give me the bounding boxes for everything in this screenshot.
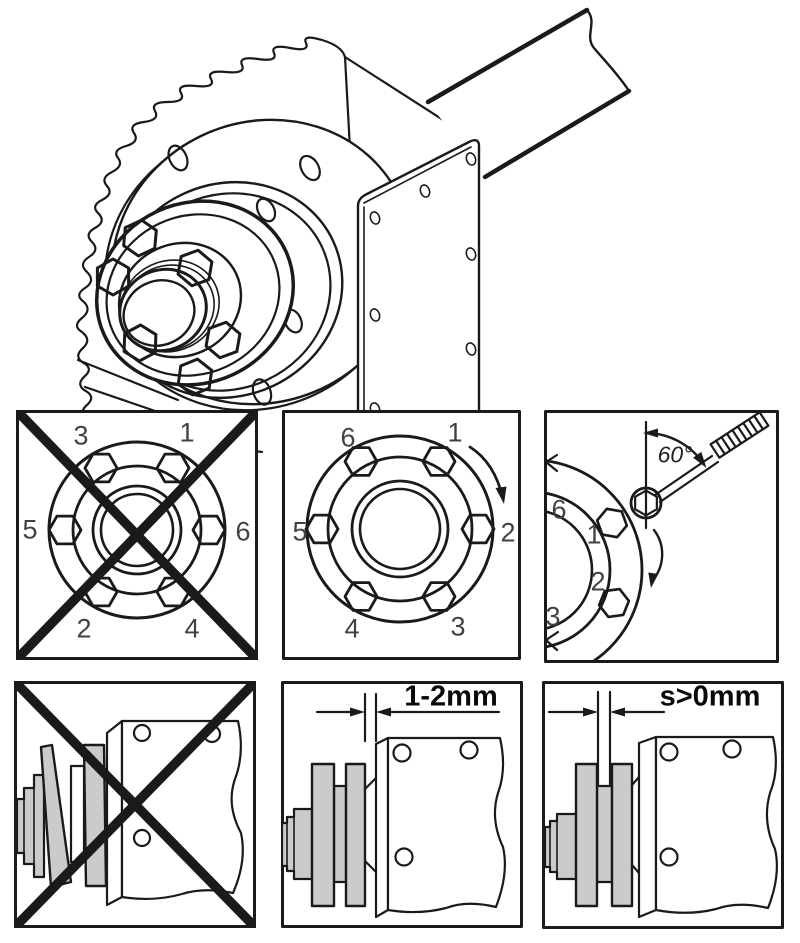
shaft-steps	[17, 775, 44, 877]
bolt-number: 3	[450, 611, 466, 642]
shaft-steps	[545, 814, 576, 879]
bolt-number: 1	[447, 417, 463, 448]
bolt-number: 5	[292, 516, 308, 547]
bolt-number: 6	[235, 516, 251, 547]
bolt-number: 6	[340, 422, 356, 453]
rotation-direction-arrow	[648, 530, 662, 588]
bolt-number: 1	[179, 417, 195, 448]
hub-spacer	[71, 766, 84, 862]
second-disc	[346, 764, 365, 906]
bolt-number: 2	[590, 566, 606, 597]
angle-value: 60°	[657, 441, 693, 468]
bolt-number: 1	[586, 519, 602, 550]
panel-tilted-disc-wrong	[14, 681, 256, 928]
correct-sequence-drawing	[282, 410, 521, 660]
panel-correct-circular-sequence	[282, 410, 521, 660]
machine-flange-plate	[376, 738, 505, 917]
bolt-number: 3	[545, 601, 561, 632]
bolt-number: 3	[73, 420, 89, 451]
panel-disc-gap	[542, 681, 784, 929]
flange-bolts	[306, 448, 494, 611]
wrong-sequence-drawing	[16, 410, 258, 660]
panel-wrong-cross-sequence	[16, 410, 258, 660]
flange-gap-drawing	[281, 681, 523, 928]
gap-dimension: 1-2mm	[404, 680, 498, 713]
bolt-number: 4	[344, 613, 360, 644]
bolt-number: 2	[76, 613, 92, 644]
bolt-number: 5	[22, 514, 38, 545]
disc-gap-drawing	[542, 681, 784, 929]
gear-unit-illustration	[0, 0, 800, 470]
panel-tightening-angle	[544, 410, 779, 663]
bolt-number: 2	[500, 517, 516, 548]
shaft-steps	[282, 809, 312, 879]
second-disc	[612, 764, 632, 906]
flange-arc	[544, 455, 642, 663]
hub-spacer	[597, 786, 612, 882]
gap-dimension: s>0mm	[659, 680, 761, 713]
tilted-disc	[41, 745, 71, 887]
first-disc	[576, 764, 597, 906]
tilted-disc-drawing	[14, 681, 256, 928]
cross-out-mark	[19, 413, 255, 657]
machine-flange-plate	[639, 737, 777, 917]
panel-flange-gap	[281, 681, 523, 928]
wedge-lines	[365, 778, 376, 872]
first-disc	[312, 764, 334, 906]
bolt-number: 6	[551, 494, 567, 525]
bolt-number: 4	[184, 613, 200, 644]
hub-spacer	[334, 786, 346, 882]
